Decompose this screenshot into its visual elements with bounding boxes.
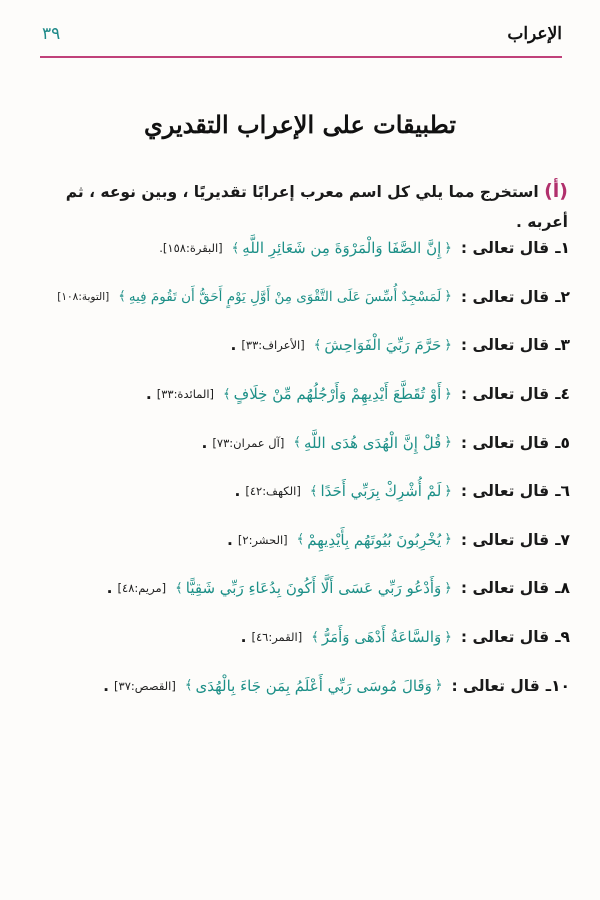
exercise-item (36, 613, 570, 662)
page-header (40, 22, 562, 58)
verse-reference: [المائدة:٣٣] (156, 387, 215, 402)
item-number: ٨ـ (555, 579, 570, 598)
exercise-label: (أ) (544, 180, 568, 202)
item-end-mark: . (201, 433, 208, 452)
item-intro: قال تعالى : (460, 579, 550, 598)
verse-close-bracket: ﴾ (309, 483, 318, 499)
running-title: الإعراب (507, 24, 562, 44)
exercise-item (36, 516, 570, 565)
item-number: ٦ـ (555, 482, 570, 501)
item-number: ٣ـ (555, 336, 570, 355)
verse-open-bracket: ﴿ (444, 580, 452, 596)
verse-close-bracket: ﴾ (184, 678, 193, 694)
item-intro: قال تعالى : (460, 482, 550, 501)
item-number: ٥ـ (555, 433, 570, 452)
page-number: ٣٩ (42, 24, 61, 44)
quran-verse: أَوْ تُقَطَّعَ أَيْدِيهِمْ وَأَرْجُلُهُم مِّنْ خِلَافٍ (233, 385, 442, 404)
verse-reference: [آل عمران:٧٣] (212, 435, 285, 450)
verse-open-bracket: ﴿ (444, 386, 452, 402)
item-number: ٧ـ (555, 530, 570, 549)
exercise-item (36, 564, 570, 613)
item-end-mark: . (226, 530, 233, 549)
quran-verse: وَأَدْعُو رَبِّي عَسَى أَلَّا أَكُونَ بِدُعَاءِ رَبِّي شَقِيًّا (185, 579, 442, 598)
item-intro: قال تعالى : (460, 287, 550, 306)
verse-reference: [التوبة:١٠٨] (57, 290, 110, 303)
verse-open-bracket: ﴿ (444, 337, 452, 353)
verse-close-bracket: ﴾ (118, 289, 126, 305)
verse-open-bracket: ﴿ (444, 240, 452, 256)
quran-verse: وَالسَّاعَةُ أَدْهَى وَأَمَرُّ (321, 628, 442, 647)
verse-close-bracket: ﴾ (175, 580, 183, 596)
quran-verse: لَمَسْجِدٌ أُسِّسَ عَلَى التَّقْوَى مِنْ أَوَّلِ يَوْمٍ أَحَقُّ أَن تَقُومَ فِيهِ (128, 288, 442, 305)
exercise-list (36, 224, 570, 710)
instruction-text: استخرج مما يلي كل اسم معرب إعرابًا تقديريًا ، وبين نوعه ، ثم أعربه . (65, 183, 568, 231)
item-number: ٤ـ (555, 385, 570, 404)
quran-verse: إِنَّ الصَّفَا وَالْمَرْوَةَ مِن شَعَائِرِ اللَّهِ (242, 239, 442, 258)
quran-verse: لَمْ أُشْرِكْ بِرَبِّي أَحَدًا (320, 482, 442, 501)
verse-reference: [القصص:٣٧] (114, 678, 176, 693)
verse-open-bracket: ﴿ (444, 629, 452, 645)
verse-close-bracket: ﴾ (296, 532, 305, 548)
verse-close-bracket: ﴾ (231, 240, 240, 256)
verse-close-bracket: ﴾ (223, 386, 231, 402)
item-intro: قال تعالى : (451, 676, 540, 695)
exercise-item (36, 467, 570, 516)
item-intro: قال تعالى : (460, 628, 550, 647)
item-number: ٢ـ (555, 287, 570, 306)
exercise-item (36, 370, 570, 419)
item-number: ٩ـ (555, 628, 570, 647)
quran-verse: وَقَالَ مُوسَى رَبِّي أَعْلَمُ بِمَن جَاءَ بِالْهُدَى (195, 676, 432, 695)
verse-close-bracket: ﴾ (313, 337, 322, 353)
item-end-mark: . (106, 579, 113, 598)
verse-close-bracket: ﴾ (293, 435, 301, 451)
item-end-mark: . (240, 628, 247, 647)
verse-reference: [الحشر:٢] (237, 532, 288, 547)
verse-reference: [الكهف:٤٢] (245, 484, 301, 499)
item-end-mark: . (234, 482, 241, 501)
verse-reference: [الأعراف:٣٣] (241, 338, 305, 353)
item-end-mark: . (145, 385, 152, 404)
verse-open-bracket: ﴿ (434, 678, 443, 694)
item-number: ١٠ـ (545, 676, 570, 695)
item-intro: قال تعالى : (460, 433, 550, 452)
item-end-mark: . (230, 336, 237, 355)
quran-verse: يُخْرِبُونَ بُيُوتَهُم بِأَيْدِيهِمْ (307, 530, 442, 549)
verse-close-bracket: ﴾ (311, 629, 319, 645)
verse-open-bracket: ﴿ (444, 435, 452, 451)
section-title: تطبيقات على الإعراب التقديري (143, 110, 457, 139)
item-intro: قال تعالى : (460, 530, 550, 549)
item-intro: قال تعالى : (460, 239, 550, 258)
exercise-item (36, 661, 570, 710)
item-number: ١ـ (555, 239, 570, 258)
verse-open-bracket: ﴿ (444, 532, 452, 548)
exercise-item (36, 321, 570, 370)
quran-verse: قُلْ إِنَّ الْهُدَى هُدَى اللَّهِ (303, 433, 442, 452)
exercise-item (36, 224, 570, 273)
verse-open-bracket: ﴿ (444, 483, 452, 499)
verse-reference: [مريم:٤٨] (117, 581, 167, 596)
quran-verse: حَرَّمَ رَبِّيَ الْفَوَاحِشَ (324, 336, 442, 355)
item-intro: قال تعالى : (460, 385, 550, 404)
verse-reference: [القمر:٤٦] (251, 630, 303, 645)
verse-reference: [البقرة:١٥٨]. (159, 241, 223, 256)
item-intro: قال تعالى : (460, 336, 550, 355)
verse-open-bracket: ﴿ (444, 289, 452, 305)
exercise-item (36, 273, 570, 322)
item-end-mark: . (103, 676, 110, 695)
exercise-item (36, 418, 570, 467)
